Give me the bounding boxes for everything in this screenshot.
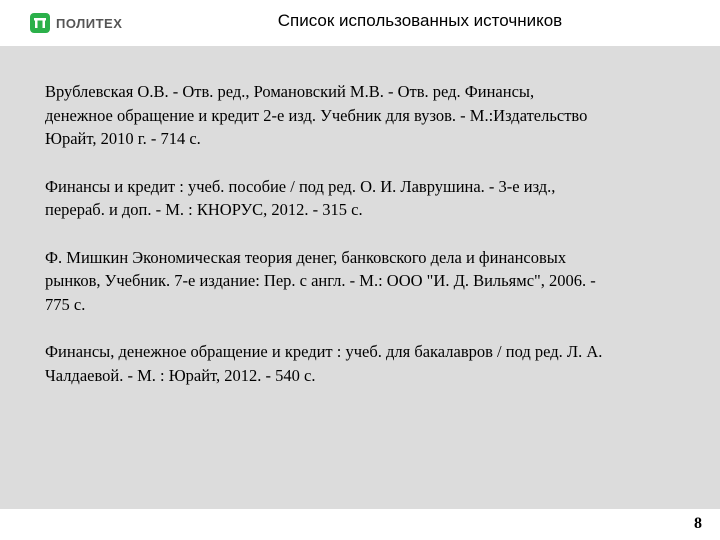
reference-item-2: Финансы и кредит : учеб. пособие / под ред. О. И. Лаврушина. - 3-е изд., перераб. и доп. - М. : КНОРУС, 2012. - 315 с.	[45, 176, 556, 219]
header	[0, 0, 720, 46]
logo-text: ПОЛИТЕХ	[56, 15, 123, 31]
page-number: 8	[694, 515, 702, 532]
reference-item-1: Врублевская О.В. - Отв. ред., Романовский М.В. - Отв. ред. Финансы, денежное обращение и кредит 2-е изд. Учебник для вузов. - М.:Издательство Юрайт, 2010 г. - 714 с.	[45, 82, 588, 148]
logo	[30, 13, 122, 33]
footer	[0, 509, 720, 540]
reference-item-4: Финансы, денежное обращение и кредит : учеб. для бакалавров / под ред. Л. А. Чалдаевой. - М. : Юрайт, 2012. - 540 с.	[45, 342, 603, 385]
reference-item-3: Ф. Мишкин Экономическая теория денег, банковского дела и финансовых рынков, Учебник. 7-е издание: Пер. с англ. - М.: ООО "И. Д. Вильямс", 2006. - 775 с.	[45, 247, 596, 314]
page-title: Список использованных источников	[277, 11, 563, 30]
content-area	[0, 46, 720, 509]
reference-list	[45, 80, 605, 411]
politech-logo-icon	[30, 13, 50, 33]
